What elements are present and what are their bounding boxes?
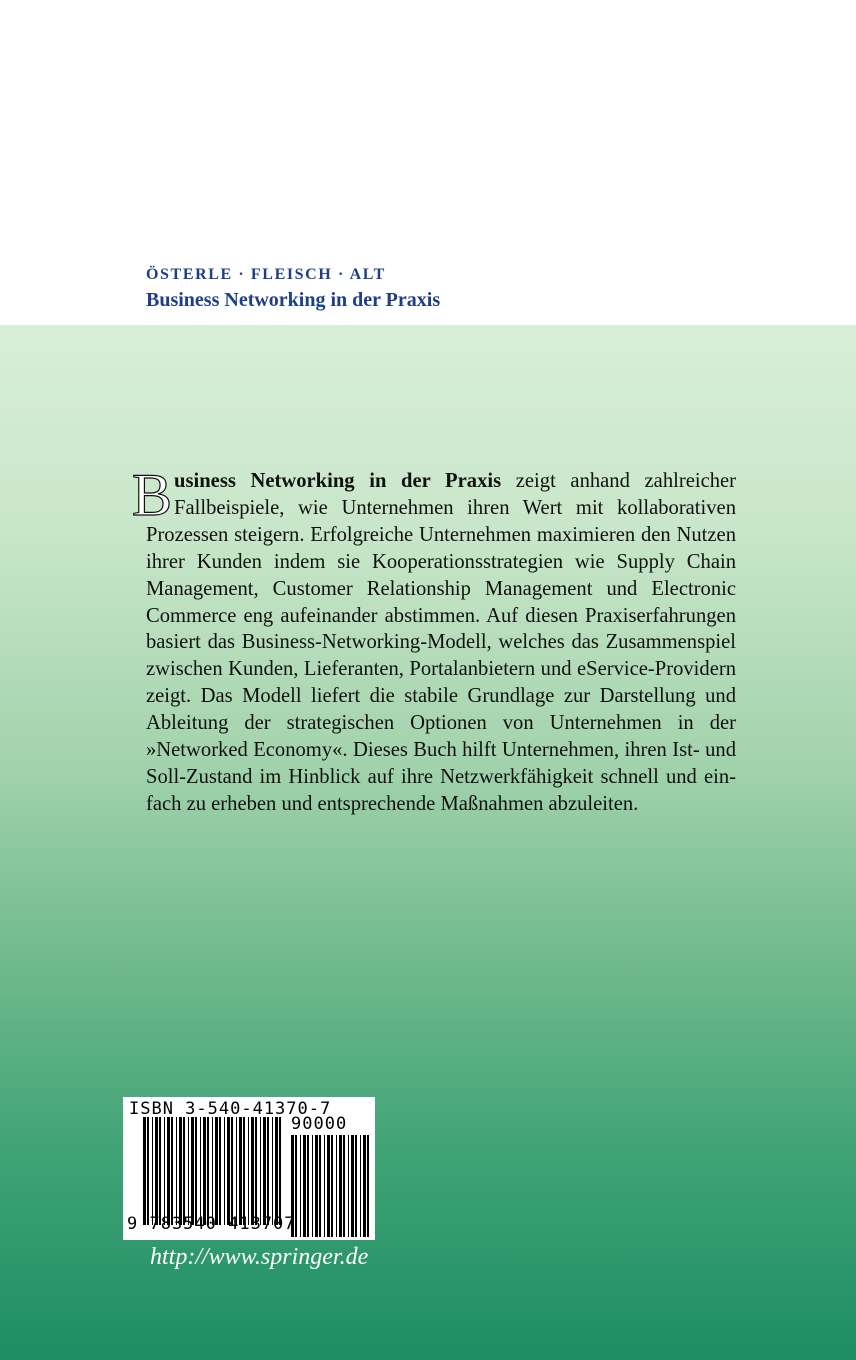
barcode-bar (367, 1135, 369, 1237)
barcode-bar (176, 1117, 177, 1225)
barcode-bar (355, 1135, 357, 1237)
barcode-bar (143, 1117, 146, 1225)
barcode-bar (219, 1117, 221, 1225)
header-area (0, 0, 856, 325)
barcode-bar (195, 1117, 197, 1225)
barcode-bar (263, 1117, 266, 1225)
blurb (132, 462, 737, 818)
barcode-bar (227, 1117, 230, 1225)
barcode-bar (243, 1117, 245, 1225)
isbn-barcode (123, 1097, 375, 1240)
barcode-bar (171, 1117, 173, 1225)
barcode-bar (267, 1117, 269, 1225)
barcode-bar (212, 1117, 213, 1225)
barcode-bar (203, 1117, 206, 1225)
barcode-bar (275, 1117, 278, 1225)
barcode-bar (303, 1135, 306, 1237)
barcode-bar (279, 1117, 281, 1225)
barcode-bar (348, 1135, 349, 1237)
barcode-bar (215, 1117, 218, 1225)
publisher-url: http://www.springer.de (150, 1244, 369, 1270)
dropcap-letter: B (132, 462, 173, 528)
barcode-bar (224, 1117, 225, 1225)
barcode-bar (147, 1117, 149, 1225)
barcode-bar (360, 1135, 361, 1237)
barcode-bar (159, 1117, 161, 1225)
isbn-label: ISBN 3-540-41370-7 (129, 1099, 332, 1119)
barcode-bar (200, 1117, 201, 1225)
barcode-bar (315, 1135, 318, 1237)
barcode-bar (272, 1117, 273, 1225)
barcode-bar (324, 1135, 325, 1237)
barcode-bar (207, 1117, 209, 1225)
barcode-bar (152, 1117, 153, 1225)
blurb-text: zeigt anhand zahlreicher Fallbeispiele, wie Unternehmen ihren Wert mit kollaborativen Prozessen steigern. Erfolgreiche Unternehmen maximieren den Nutzen ihrer Kunden indem sie Kooperationsstrategien wie Supply Chain Management, Customer Relationship Management und Electronic Commerce eng aufeinander abstimmen. Auf diesen Praxiserfahrungen basiert das Business-Networking-Modell, welches das Zusammenspiel zwischen Kunden, Lieferanten, Portalanbietern und eService-Providern zeigt. Das Modell liefert die stabile Grundlage zur Darstellung und Ableitung der strategischen Optionen von Unternehmen in der »Networked Economy«. Dieses Buch hilft Unternehmen, ihren Ist- und Soll-Zustand im Hinblick auf ihre Netzwerkfähigkeit schnell und einfach zu erheben und entsprechende Maßnahmen abzuleiten. (146, 470, 737, 815)
blurb-paragraph (132, 462, 737, 818)
barcode-bar (319, 1135, 321, 1237)
barcode-addon-digits: 90000 (291, 1114, 348, 1134)
barcode-bar (312, 1135, 313, 1237)
barcode-bar (248, 1117, 249, 1225)
barcode-bar (255, 1117, 257, 1225)
barcode-bar (155, 1117, 158, 1225)
barcode-bar (307, 1135, 309, 1237)
barcode-bar (183, 1117, 185, 1225)
barcode-bar (231, 1117, 233, 1225)
barcode-bar (236, 1117, 237, 1225)
barcode-ean-digits: 9 783540 413707 (127, 1214, 296, 1234)
barcode-bar (327, 1135, 330, 1237)
barcode-bar (351, 1135, 354, 1237)
barcode-bar (343, 1135, 345, 1237)
authors-line: ÖSTERLE · FLEISCH · ALT (146, 266, 386, 283)
barcode-bar (188, 1117, 189, 1225)
barcode-bar (239, 1117, 242, 1225)
barcode-bar (191, 1117, 194, 1225)
book-title: Business Networking in der Praxis (146, 289, 441, 311)
barcode-bar (179, 1117, 182, 1225)
barcode-bar (300, 1135, 301, 1237)
barcode-bar (167, 1117, 170, 1225)
blurb-lead: usiness Networking in der Praxis (174, 470, 502, 492)
barcode-bar (339, 1135, 342, 1237)
barcode-bar (251, 1117, 254, 1225)
barcode-bar (363, 1135, 366, 1237)
barcode-bar (331, 1135, 333, 1237)
barcode-bar (164, 1117, 165, 1225)
barcode-bar (336, 1135, 337, 1237)
barcode-bar (260, 1117, 261, 1225)
